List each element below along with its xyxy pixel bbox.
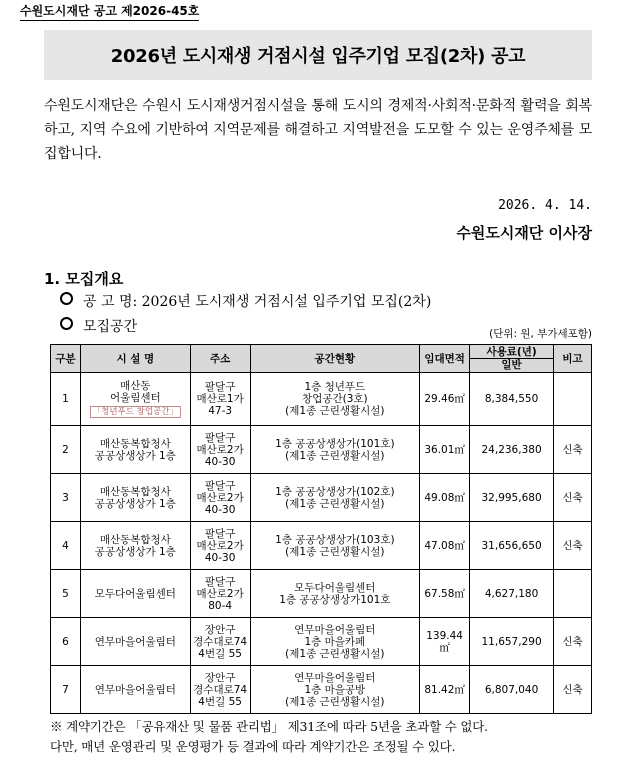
circle-bullet-icon: [60, 292, 73, 305]
cell-address: [190, 522, 250, 570]
bullet-text: 공 고 명: 2026년 도시재생 거점시설 입주기업 모집(2차): [83, 294, 432, 310]
table-row: [51, 522, 592, 570]
table-row: [51, 570, 592, 618]
cell-facility: [80, 522, 190, 570]
cell-fee: [470, 474, 554, 522]
cell-fee: [470, 618, 554, 666]
cell-area: [420, 618, 470, 666]
space-text: 연무마을어울림터 1층 마을카페 (제1종 근린생활시설): [285, 623, 385, 660]
facilities-table: [50, 344, 592, 714]
cell-address: [190, 570, 250, 618]
fee-text: 6,807,040: [484, 683, 539, 696]
cell-note: [554, 618, 592, 666]
note-text: 신축: [562, 539, 583, 552]
space-text: 모두다어울림센터 1층 공공상생상가101호: [279, 581, 391, 606]
cell-fee: [470, 426, 554, 474]
facility-text: 모두다어울림센터: [94, 587, 176, 600]
no-text: 7: [62, 683, 69, 696]
cell-space: [250, 474, 420, 522]
fee-text: 8,384,550: [484, 393, 539, 405]
facility-text: 매산동복합청사 공공상생상가 1층: [94, 533, 176, 558]
space-text: 1층 청년푸드 창업공간(3호) (제1종 근린생활시설): [285, 381, 385, 417]
cell-facility: [80, 373, 190, 426]
space-text: 1층 공공상생상가(103호) (제1종 근린생활시설): [275, 533, 395, 558]
circle-bullet-icon: [60, 317, 73, 330]
fee-text: 4,627,180: [484, 587, 539, 600]
cell-fee: [470, 570, 554, 618]
note-text: 신축: [562, 683, 583, 696]
facility-text: 매산동복합청사 공공상생상가 1층: [94, 437, 176, 462]
no-text: 3: [62, 491, 69, 504]
cell-fee: [470, 373, 554, 426]
cell-space: [250, 618, 420, 666]
address-text: 장안구 경수대로74 4번길 55: [193, 623, 248, 660]
footnote-line-2: 다만, 매년 운영관리 및 운영평가 등 결과에 따라 계약기간은 조정될 수 있다.: [50, 739, 456, 754]
table-row: [51, 474, 592, 522]
header-note: 비고: [554, 345, 592, 373]
cell-note: [554, 570, 592, 618]
cell-area: [420, 474, 470, 522]
table-row: [51, 426, 592, 474]
bullet-notice-name: [60, 291, 431, 311]
footnote: [50, 717, 598, 757]
cell-facility: [80, 474, 190, 522]
area-text: 29.46㎡: [424, 393, 465, 405]
title-banner: [44, 30, 592, 80]
no-text: 5: [62, 587, 69, 600]
header-address: 주소: [190, 345, 250, 373]
space-text: 1층 공공상생상가(102호) (제1종 근린생활시설): [275, 485, 395, 510]
area-text: 36.01㎡: [424, 443, 465, 456]
space-text: 연무마을어울림터 1층 마을공방 (제1종 근린생활시설): [285, 671, 385, 708]
no-text: 2: [62, 443, 69, 456]
address-text: 팔달구 매산로2가 40-30: [196, 431, 244, 468]
cell-address: [190, 474, 250, 522]
cell-note: [554, 373, 592, 426]
bullet-spaces: [60, 316, 137, 336]
table-row: [51, 618, 592, 666]
cell-space: [250, 373, 420, 426]
header-space: 공간현황: [250, 345, 420, 373]
footnote-line-1: ※ 계약기간은 「공유재산 및 물품 관리법」 제31조에 따라 5년을 초과할 수 없다.: [50, 719, 488, 734]
cell-no: [51, 570, 81, 618]
facility-text: 연무마을어울림터: [94, 635, 176, 648]
cell-fee: [470, 666, 554, 714]
cell-note: [554, 474, 592, 522]
cell-address: [190, 666, 250, 714]
facility-text: 매산동복합청사 공공상생상가 1층: [94, 485, 176, 510]
area-text: 47.08㎡: [424, 539, 465, 552]
signer: 수원도시재단 이사장: [456, 224, 592, 242]
intro-paragraph: 수원도시재단은 수원시 도시재생거점시설을 통해 도시의 경제적·사회적·문화적 활력을 회복하고, 지역 수요에 기반하여 지역문제를 해결하고 지역발전을 도모할 수 있는 운영주체를 모집합니다.: [44, 98, 592, 162]
cell-no: [51, 373, 81, 426]
facility-text: 연무마을어울림터: [94, 683, 176, 696]
area-text: 49.08㎡: [424, 491, 465, 504]
fee-text: 11,657,290: [481, 635, 542, 648]
cell-area: [420, 426, 470, 474]
facility-stamp: 「청년푸드 창업공간」: [90, 406, 181, 418]
header-fee-sub: 일반: [470, 358, 553, 371]
table-header-row: [51, 345, 592, 373]
no-text: 4: [62, 539, 69, 552]
header-no: 구분: [51, 345, 81, 373]
note-text: 신축: [562, 443, 583, 456]
address-text: 팔달구 매산로2가 80-4: [196, 575, 244, 612]
cell-area: [420, 666, 470, 714]
note-text: 신축: [562, 491, 583, 504]
cell-no: [51, 474, 81, 522]
header-facility: 시 설 명: [80, 345, 190, 373]
address-text: 팔달구 매산로1가 47-3: [196, 381, 244, 417]
fee-text: 32,995,680: [481, 491, 542, 504]
address-text: 팔달구 매산로2가 40-30: [196, 527, 244, 564]
facility-text: 매산동 어울림센터: [109, 380, 161, 404]
header-fee: [470, 345, 554, 373]
cell-note: [554, 666, 592, 714]
header-fee-label: 사용료(년): [486, 346, 537, 358]
cell-fee: [470, 522, 554, 570]
cell-note: [554, 522, 592, 570]
header-area: 임대면적: [420, 345, 470, 373]
page-title: 2026년 도시재생 거점시설 입주기업 모집(2차) 공고: [110, 46, 526, 67]
note-text: 신축: [562, 635, 583, 648]
table-row: [51, 666, 592, 714]
cell-no: [51, 618, 81, 666]
area-text: 139.44㎡: [426, 629, 463, 654]
area-text: 81.42㎡: [424, 683, 465, 696]
space-text: 1층 공공상생상가(101호) (제1종 근린생활시설): [275, 437, 395, 462]
address-text: 장안구 경수대로74 4번길 55: [193, 671, 248, 708]
cell-no: [51, 426, 81, 474]
bullet-text: 모집공간: [83, 319, 138, 335]
fee-text: 31,656,650: [481, 539, 542, 552]
no-text: 6: [62, 635, 69, 648]
no-text: 1: [62, 393, 69, 405]
cell-address: [190, 373, 250, 426]
address-text: 팔달구 매산로2가 40-30: [196, 479, 244, 516]
cell-facility: [80, 618, 190, 666]
area-text: 67.58㎡: [424, 587, 465, 600]
cell-area: [420, 522, 470, 570]
fee-text: 24,236,380: [481, 443, 542, 456]
notice-date: 2026. 4. 14.: [498, 198, 592, 213]
cell-note: [554, 426, 592, 474]
cell-space: [250, 666, 420, 714]
table-row: [51, 373, 592, 426]
cell-space: [250, 570, 420, 618]
cell-space: [250, 522, 420, 570]
cell-facility: [80, 426, 190, 474]
cell-facility: [80, 570, 190, 618]
cell-facility: [80, 666, 190, 714]
cell-no: [51, 522, 81, 570]
cell-space: [250, 426, 420, 474]
cell-area: [420, 373, 470, 426]
cell-address: [190, 618, 250, 666]
cell-no: [51, 666, 81, 714]
unit-note: (단위: 원, 부가세포함): [489, 328, 592, 340]
notice-number: 수원도시재단 공고 제2026-45호: [20, 2, 199, 21]
section-heading: 1. 모집개요: [44, 270, 124, 288]
cell-address: [190, 426, 250, 474]
cell-area: [420, 570, 470, 618]
